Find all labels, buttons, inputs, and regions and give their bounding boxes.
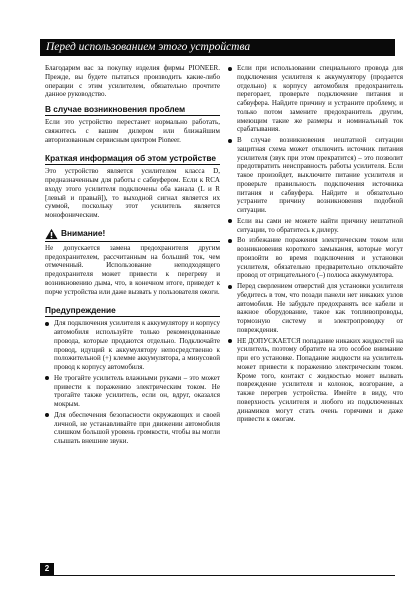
list-item: Для подключения усилителя к аккумулятору и корпусу автомобиля используйте только рекомендованные провода, которые продаются отдельно. Подключайте провод, идущий к аккумулятору непосредственно к положительной (+) клемме аккумулятора, а минусовой провод к корпусу автомобиля. <box>45 319 220 372</box>
left-column <box>45 64 220 448</box>
warning-title: Внимание! <box>61 228 106 239</box>
precautions-list-right <box>228 64 403 424</box>
list-item: Не трогайте усилитель влажными руками – это может привести к поражению электрическим током. Не трогайте также усилитель, если он, вдруг, оказался мокрым. <box>45 374 220 409</box>
precautions-list-left <box>45 319 220 446</box>
list-item: НЕ ДОПУСКАЕТСЯ попадание никаких жидкостей на усилитель, поэтому обратите на это особое внимание при его установке. Попадание жидкости на усилитель может привести к поражению электрическим током. Кроме того, контакт с жидкостью может вызвать повреждение усилителя и колонок, возгорание, а также перегрев устройства. Имейте в виду, что поверхность усилителя и любого из подключенных динамиков могут стать очень горячими и даже привести к ожогам. <box>228 337 403 425</box>
warning-icon <box>45 228 58 240</box>
list-item: Если при использовании специального провода для подключения усилителя к аккумулятору (продается отдельно) к корпусу автомобиля предохранитель перегорает, проверьте подключение питания и сабвуфера. Найдите причину и устраните проблему, и только потом замените предохранитель другим, имеющим такие же размеры и номинальный ток срабатывания. <box>228 64 403 134</box>
page-number: 2 <box>40 563 54 575</box>
brief-heading: Краткая информация об этом устройстве <box>45 153 220 165</box>
problems-paragraph: Если это устройство перестанет нормально работать, свяжитесь с вашим дилером или ближайшим авторизованным сервисным центром Pioneer. <box>45 118 220 144</box>
intro-paragraph: Благодарим вас за покупку изделия фирмы PIONEER. Прежде, вы будете пытаться производить какие-либо операции с этим усилителем, обязательно прочтите данное руководство. <box>45 64 220 99</box>
list-item: В случае возникновения нештатной ситуации защитная схема может отключить источник питания усилителя (звук при этом прекратится) – это позволит предотвратить неисправность работы усилителя. Если такое произойдет, выключите питание усилителя и проверьте правильность подключения источника питания и сабвуфера. Найдите и обязательно устраните причину возникновения подобной ситуации. <box>228 136 403 215</box>
right-column <box>228 64 403 426</box>
page-header <box>40 39 395 56</box>
problems-heading: В случае возникновения проблем <box>45 104 220 116</box>
list-item: Перед сверлением отверстий для установки усилителя убедитесь в том, что позади панели нет никаких узлов автомобиля. Не забудьте предохранять все кабели и важное оборудование, такое как топливопроводы, тормозную систему и электропроводку от повреждения. <box>228 282 403 335</box>
list-item: Для обеспечения безопасности окружающих и своей личной, не устанавливайте при движении автомобиля слишком большой уровень громкости, чтобы вы могли слышать внешние звуки. <box>45 411 220 446</box>
warning-heading <box>45 228 220 242</box>
list-item: Если вы сами не можете найти причину нештатной ситуации, то обратитесь к дилеру. <box>228 217 403 235</box>
brief-paragraph: Это устройство является усилителем класса D, предназначенным для работы с сабвуфером. Если к RCA входу этого усилителя подключены оба канала (L и R [левый и правый]), то выходной сигнал является их суммой, поскольку этот усилитель является монофоническим. <box>45 167 220 219</box>
list-item: Во избежание поражения электрическим током или возникновения короткого замыкания, которые могут произойти во время подключения и установки усилителя, обязательно предварительно отключайте провод от отрицательного (–) полюса аккумулятора. <box>228 236 403 280</box>
page-title: Перед использованием этого устройства <box>46 41 251 53</box>
footer-divider <box>40 575 395 576</box>
warning-paragraph: Не допускается замена предохранителя другим предохранителем, рассчитанным на больший ток, чем отмеченный. Использование неподходящего предохранителя может привести к перегреву и возникновению дыма, что, в конечном итоге, приведет к порче устройства или даже вызвать у пользователя ожоги. <box>45 243 220 296</box>
precautions-heading: Предупреждение <box>45 305 220 317</box>
